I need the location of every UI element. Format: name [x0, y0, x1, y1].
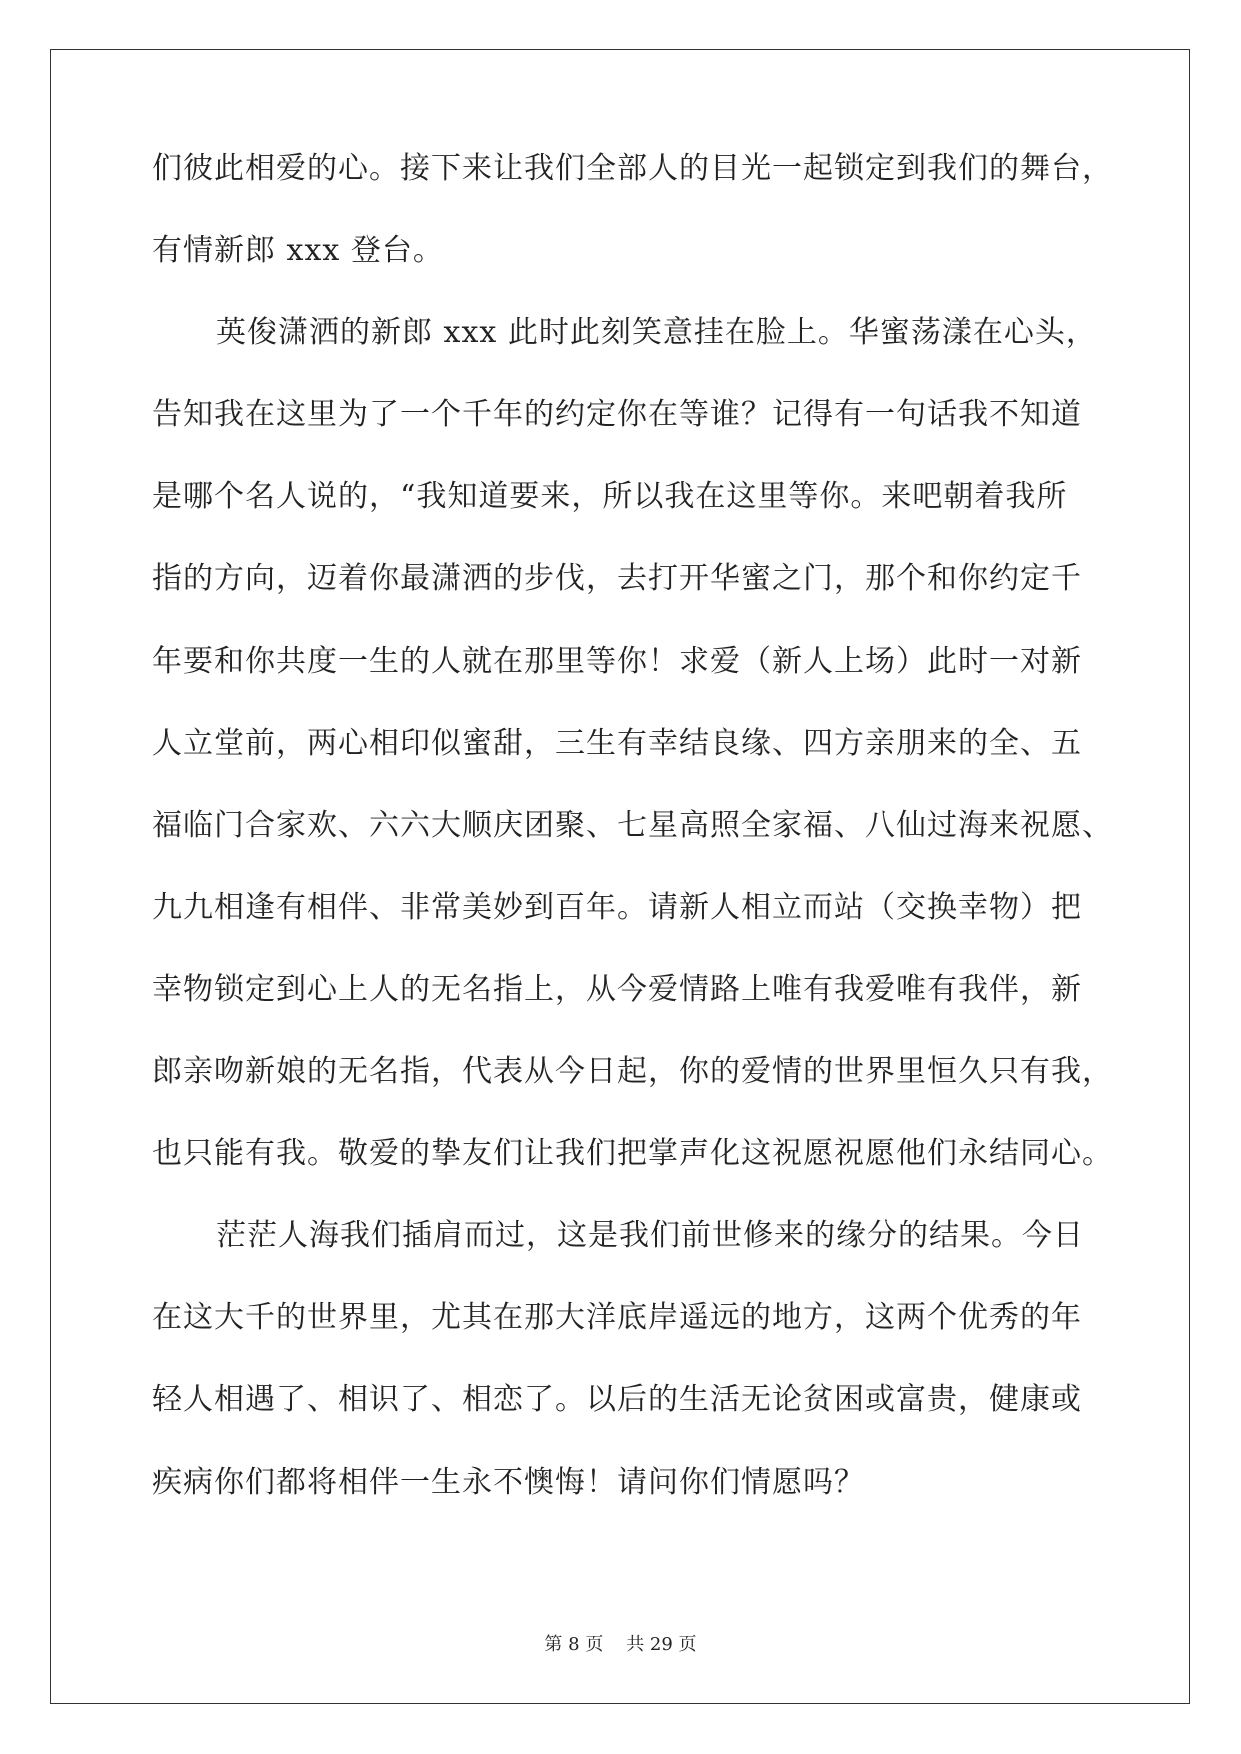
paragraph-start-line: 茫茫人海我们插肩而过，这是我们前世修来的缘分的结果。今日: [216, 1218, 1084, 1254]
text-line: 幸物锁定到心上人的无名指上，从今爱情路上唯有我爱唯有我伴，新: [152, 971, 1082, 1007]
text-line: 们彼此相爱的心。接下来让我们全部人的目光一起锁定到我们的舞台，: [152, 151, 1113, 186]
document-body: [152, 151, 1113, 1548]
paragraph-start-line: 英俊潇洒的新郎 xxx 此时此刻笑意挂在脸上。华蜜荡漾在心头，: [216, 315, 1097, 351]
text-line: 九九相逢有相伴、非常美妙到百年。请新人相立而站（交换幸物）把: [152, 889, 1082, 925]
text-line: 疾病你们都将相伴一生永不懊悔！请问你们情愿吗？: [152, 1464, 865, 1500]
text-line: 郎亲吻新娘的无名指，代表从今日起，你的爱情的世界里恒久只有我，: [152, 1054, 1113, 1090]
text-line: 年要和你共度一生的人就在那里等你！求爱（新人上场）此时一对新: [152, 643, 1082, 679]
page-number-footer: 第 8 页 共 29 页: [544, 1634, 697, 1655]
text-line: 也只能有我。敬爱的挚友们让我们把掌声化这祝愿祝愿他们永结同心。: [152, 1136, 1113, 1172]
text-line: 指的方向，迈着你最潇洒的步伐，去打开华蜜之门，那个和你约定千: [152, 561, 1082, 597]
text-line: 轻人相遇了、相识了、相恋了。以后的生活无论贫困或富贵，健康或: [152, 1382, 1082, 1418]
text-line: 告知我在这里为了一个千年的约定你在等谁？记得有一句话我不知道: [152, 397, 1082, 433]
text-line: 人立堂前，两心相印似蜜甜，三生有幸结良缘、四方亲朋来的全、五: [152, 725, 1082, 761]
text-line: 在这大千的世界里，尤其在那大洋底岸遥远的地方，这两个优秀的年: [152, 1300, 1082, 1336]
text-line: 福临门合家欢、六六大顺庆团聚、七星高照全家福、八仙过海来祝愿、: [152, 807, 1113, 843]
text-line: 是哪个名人说的，“我知道要来，所以我在这里等你。来吧朝着我所: [152, 479, 1068, 515]
text-line: 有情新郎 xxx 登台。: [152, 233, 444, 269]
